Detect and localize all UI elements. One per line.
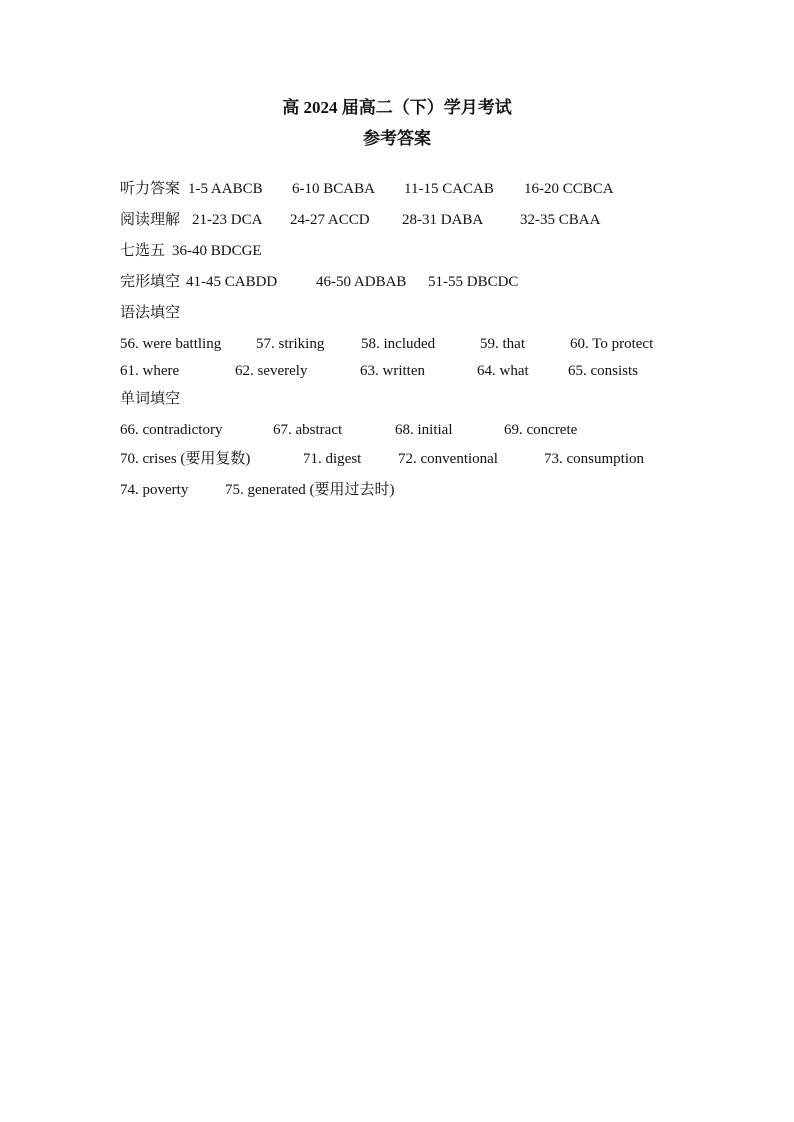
vocabulary-answer-67: 67. abstract [273, 422, 343, 438]
vocabulary-answer-75: 75. generated (要用过去时) [225, 482, 395, 498]
listening-answer-6-10: 6-10 BCABA [292, 181, 375, 197]
grammar-answer-61: 61. where [120, 363, 180, 379]
reading-answer-24-27: 24-27 ACCD [290, 212, 370, 228]
grammar-answer-57: 57. striking [256, 336, 325, 352]
cloze-answer-46-50: 46-50 ADBAB [316, 274, 407, 290]
vocabulary-label: 单词填空 [120, 391, 181, 407]
grammar-label: 语法填空 [120, 305, 181, 321]
listening-answer-16-20: 16-20 CCBCA [524, 181, 614, 197]
grammar-answer-65: 65. consists [568, 363, 639, 379]
listening-answer-1-5: 1-5 AABCB [188, 181, 263, 197]
page-subtitle: 参考答案 [363, 129, 431, 148]
listening-label: 听力答案 [120, 181, 181, 197]
vocabulary-answer-68: 68. initial [395, 422, 453, 438]
cloze-label: 完形填空 [120, 274, 181, 290]
vocabulary-answer-69: 69. concrete [504, 422, 578, 438]
reading-answer-28-31: 28-31 DABA [402, 212, 484, 228]
reading-answer-21-23: 21-23 DCA [192, 212, 263, 228]
page-title: 高 2024 届高二（下）学月考试 [282, 98, 512, 117]
vocabulary-answer-70: 70. crises (要用复数) [120, 451, 251, 467]
seven-choose-five-label: 七选五 [120, 243, 166, 259]
grammar-answer-58: 58. included [361, 336, 436, 352]
reading-answer-32-35: 32-35 CBAA [520, 212, 601, 228]
vocabulary-answer-73: 73. consumption [544, 451, 644, 467]
grammar-answer-60: 60. To protect [570, 336, 654, 352]
grammar-answer-64: 64. what [477, 363, 529, 379]
cloze-answer-51-55: 51-55 DBCDC [428, 274, 519, 290]
vocabulary-answer-66: 66. contradictory [120, 422, 223, 438]
grammar-answer-63: 63. written [360, 363, 425, 379]
vocabulary-answer-72: 72. conventional [398, 451, 498, 467]
grammar-answer-56: 56. were battling [120, 336, 222, 352]
grammar-answer-62: 62. severely [235, 363, 308, 379]
reading-label: 阅读理解 [120, 212, 181, 228]
grammar-answer-59: 59. that [480, 336, 525, 352]
cloze-answer-41-45: 41-45 CABDD [186, 274, 278, 290]
vocabulary-answer-71: 71. digest [303, 451, 362, 467]
vocabulary-answer-74: 74. poverty [120, 482, 189, 498]
seven-choose-five-answer-36-40: 36-40 BDCGE [172, 243, 262, 259]
listening-answer-11-15: 11-15 CACAB [404, 181, 494, 197]
